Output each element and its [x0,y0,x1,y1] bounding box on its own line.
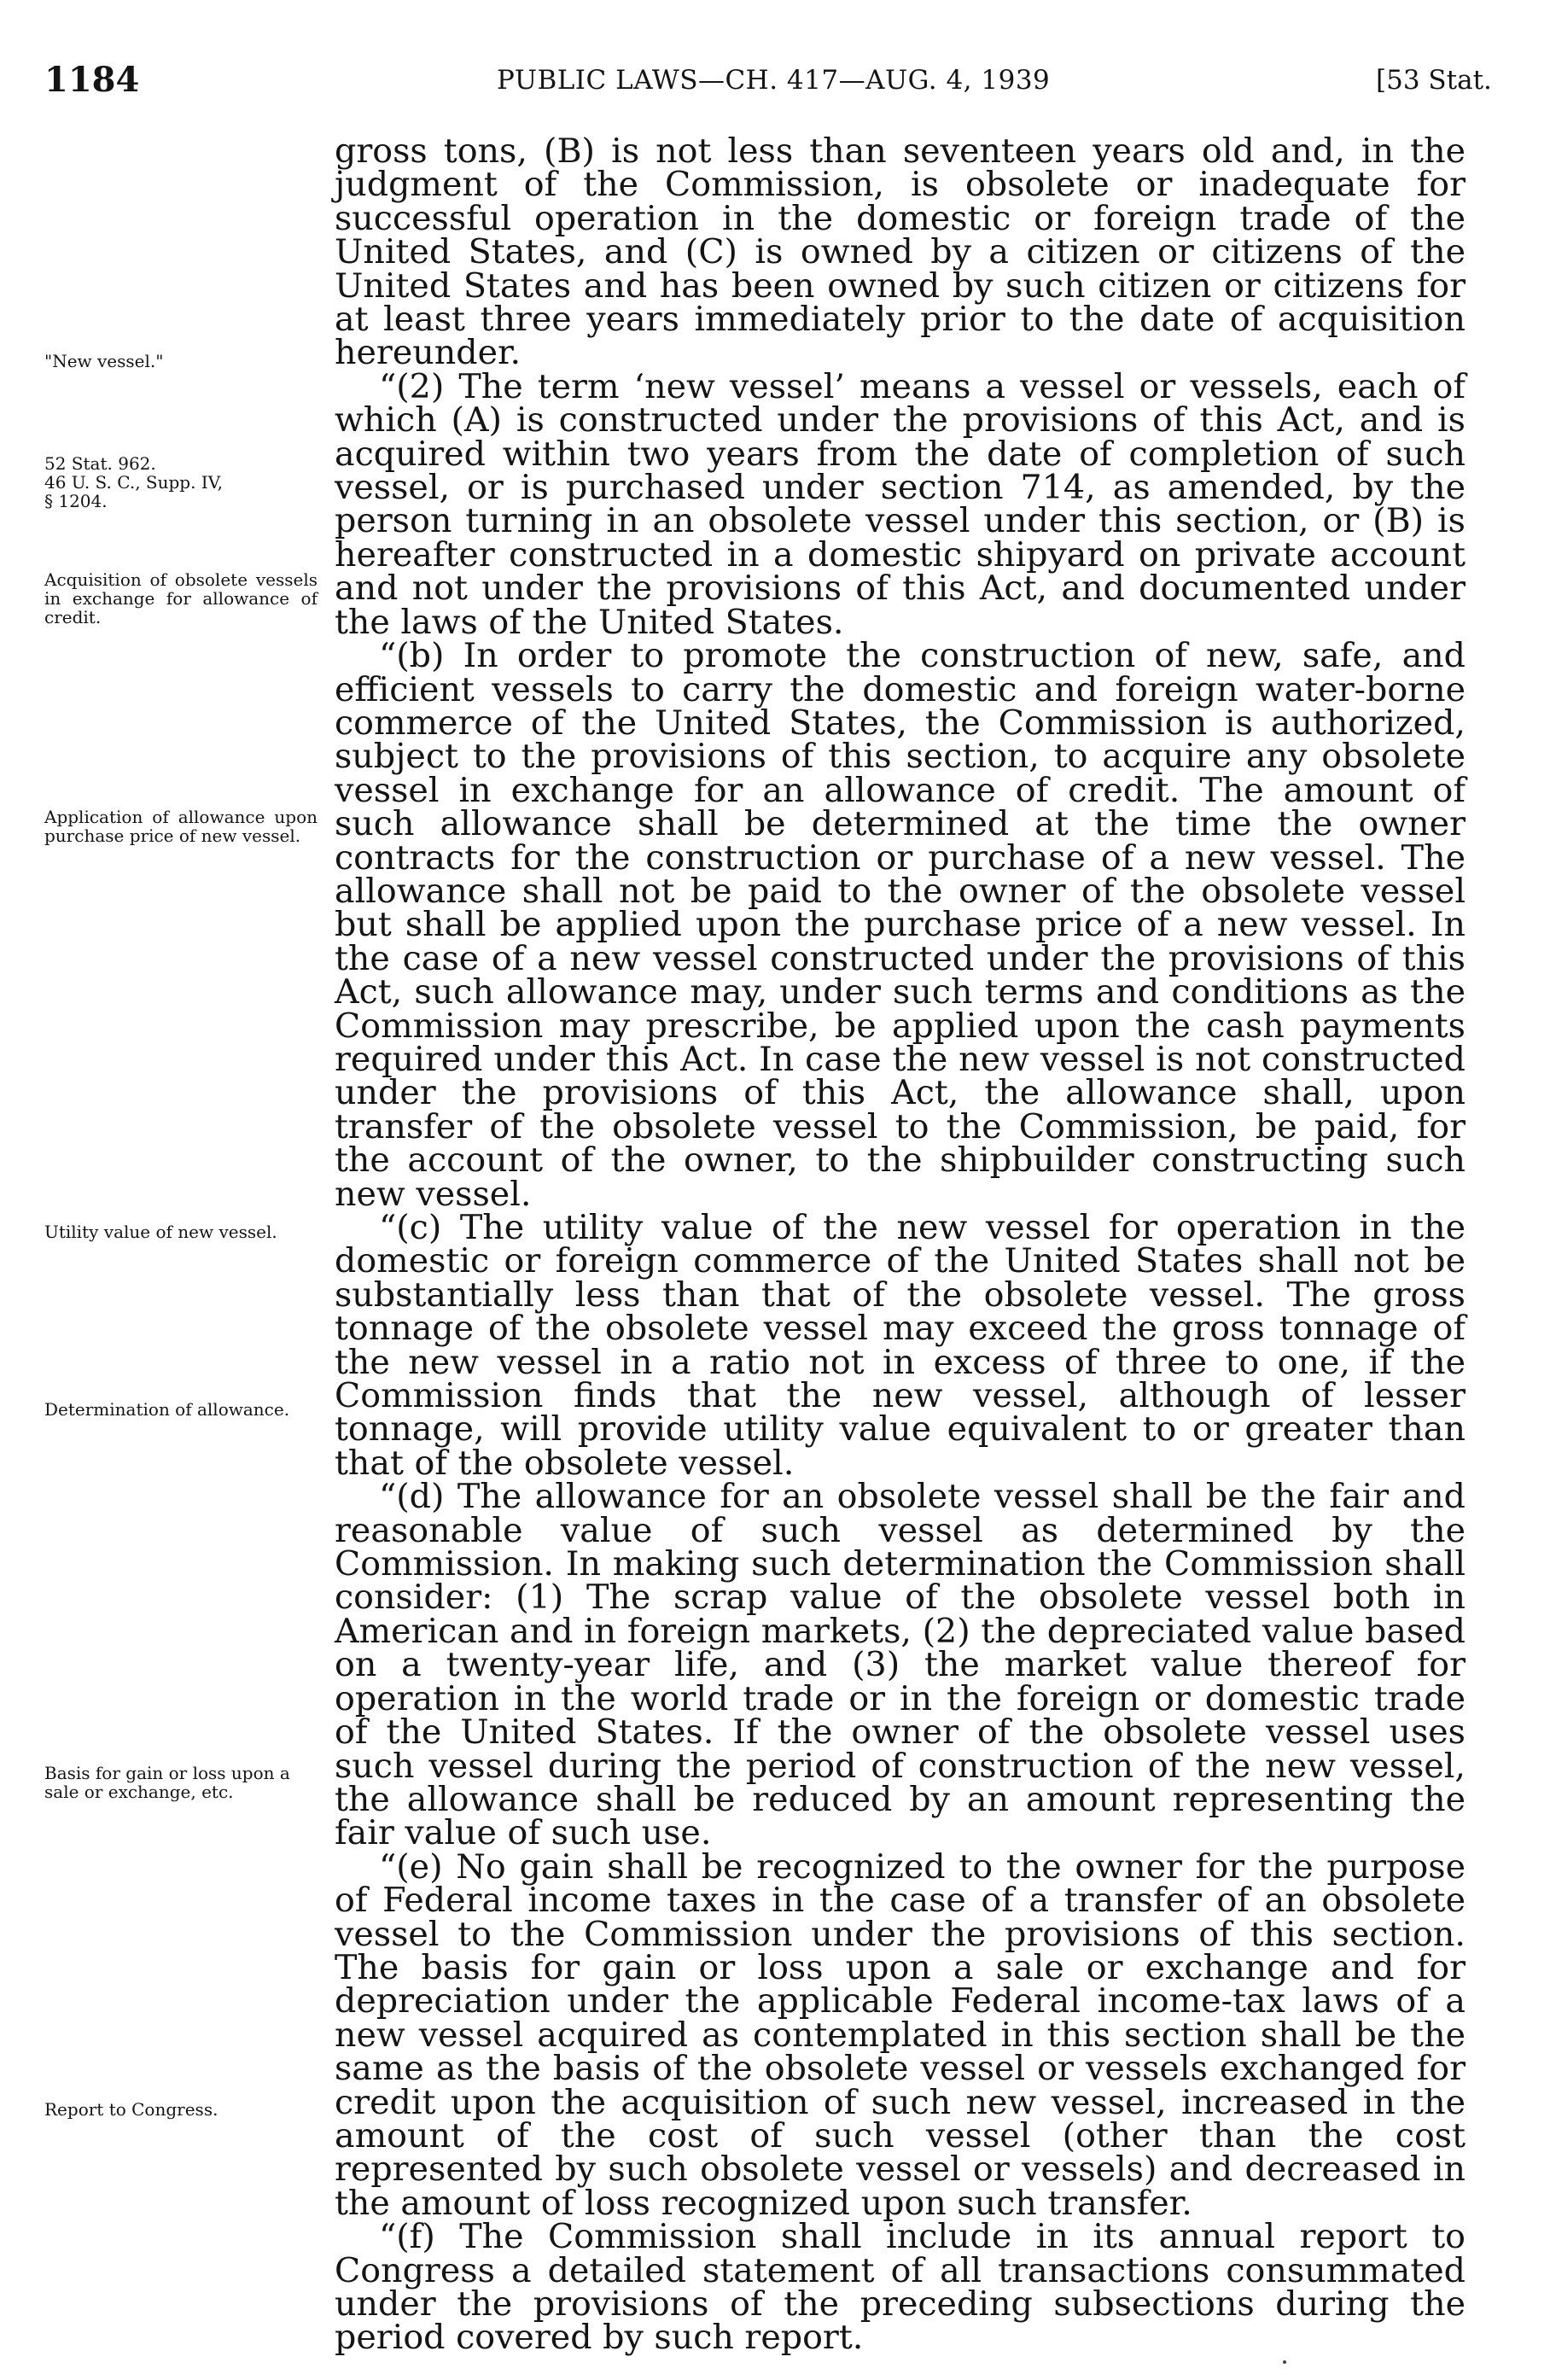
margin-note-determination: Determination of allowance. [44,1399,290,1420]
volume-reference: [53 Stat. [1376,65,1492,96]
margin-note-citation-usc: 46 U. S. C., Supp. IV, § 1204. [44,472,224,511]
printer-mark [1283,2360,1286,2364]
paragraph-subsection-d: “(d) The allowance for an obsolete vessel shall be the fair and reasonable value of such vessel as determined by the Commission. In making such determination the Commission shall consider: (1) The scrap value of the obsolete vessel both in American and in foreign markets, (2) the depreciated value based on a twenty-year life, and (3) the market value thereof for operation in the world trade or in the foreign or domestic trade of the United States. If the owner of the obsolete vessel uses such vessel during the period of construction of the new vessel, the allowance shall be reduced by an amount representing the fair value of such use. [335,1477,1466,1853]
paragraph-subsection-c: “(c) The utility value of the new vessel for operation in the domestic or foreign commerce of the United States shall not be substantially less than that of the obsolete vessel. The gross tonnage of the obsolete vessel may exceed the gross tonnage of the new vessel in a ratio not in excess of three to one, if the Commission finds that the new vessel, although of lesser tonnage, will provide utility value equivalent to or greater than that of the obsolete vessel. [335,1208,1466,1483]
paragraph-subsection-f: “(f) The Commission shall include in its annual report to Congress a detailed statement of all transactions consummated under the provisions of the preceding subsections during the period covered by such report. [335,2217,1466,2358]
margin-note-basis: Basis for gain or loss upon a sale or exchange, etc. [44,1763,290,1802]
margin-note-application: Application of allowance upon purchase price of new vessel. [44,807,318,846]
margin-note-acquisition: Acquisition of obsolete vessels in exchange for allowance of credit. [44,569,318,627]
page-number: 1184 [44,60,140,100]
margin-note-new-vessel: "New vessel." [44,351,164,371]
paragraph-subsection-b: “(b) In order to promote the construction of new, safe, and efficient vessels to carry the domestic and foreign water-borne commerce of the United States, the Commission is authorized, subject to the provisions of this section, to acquire any obsolete vessel in exchange for an allowance of credit. The amount of such allowance shall be determined at the time the owner contracts for the construction or purchase of a new vessel. The allowance shall not be paid to the owner of the obsolete vessel but shall be applied upon the purchase price of a new vessel. In the case of a new vessel constructed under the provisions of this Act, such allowance may, under such terms and conditions as the Commission may prescribe, be applied upon the cash payments required under this Act. In case the new vessel is not constructed under the provisions of this Act, the allowance shall, upon transfer of the obsolete vessel to the Commission, be paid, for the account of the owner, to the shipbuilder constructing such new vessel. [335,636,1466,1214]
running-head: PUBLIC LAWS—CH. 417—AUG. 4, 1939 [497,65,1051,96]
body-text [335,131,1466,2358]
margin-note-citation-stat: 52 Stat. 962. [44,453,156,474]
margin-note-report: Report to Congress. [44,2099,219,2120]
page-header [44,60,1492,111]
paragraph-new-vessel-definition: “(2) The term ‘new vessel’ means a vessel or vessels, each of which (A) is constructed under the provisions of this Act, and is acquired within two years from the date of completion of such vessel, or is purchased under section 714, as amended, by the person turning in an obsolete vessel under this section, or (B) is hereafter constructed in a domestic shipyard on private account and not under the provisions of this Act, and documented under the laws of the United States. [335,366,1466,642]
paragraph-obsolete-vessel-definition-continued: gross tons, (B) is not less than seventeen years old and, in the judgment of the Commission, is obsolete or inadequate for successful operation in the domestic or foreign trade of the United States, and (C) is owned by a citizen or citizens of the United States and has been owned by such citizen or citizens for at least three years immediately prior to the date of acquisition hereunder. [335,131,1466,373]
margin-note-utility: Utility value of new vessel. [44,1222,277,1242]
paragraph-subsection-e: “(e) No gain shall be recognized to the owner for the purpose of Federal income taxes in the case of a transfer of an obsolete vessel to the Commission under the provisions of this section. The basis for gain or loss upon a sale or exchange and for depreciation under the applicable Federal income-tax laws of a new vessel acquired as contemplated in this section shall be the same as the basis of the obsolete vessel or vessels exchanged for credit upon the acquisition of such new vessel, increased in the amount of the cost of such vessel (other than the cost represented by such obsolete vessel or vessels) and decreased in the amount of loss recognized upon such transfer. [335,1846,1466,2223]
